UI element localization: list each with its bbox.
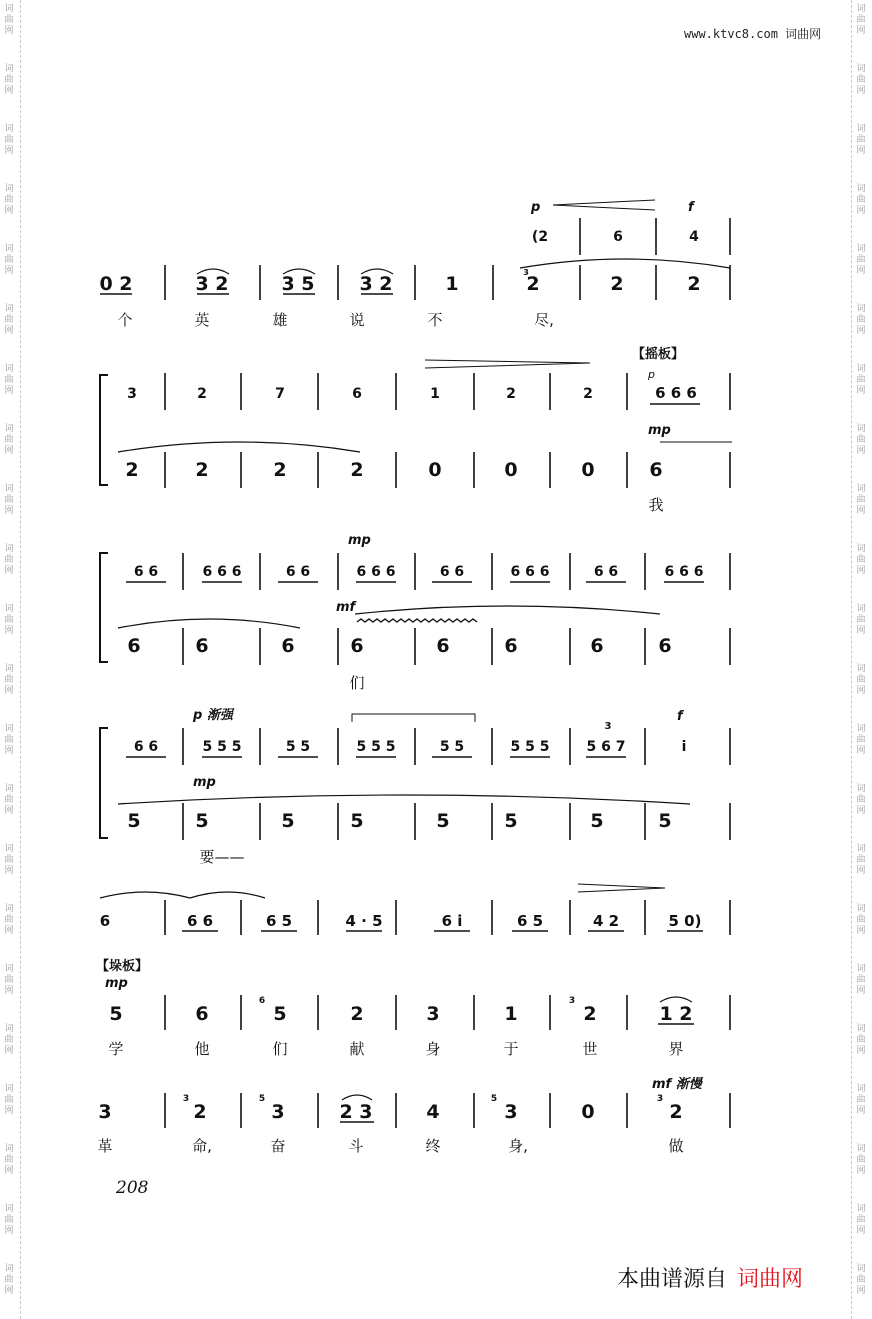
lyric: 们 (272, 1040, 288, 1058)
note-upper: 6 6 (133, 564, 159, 580)
dynamic-mp: mp (648, 423, 671, 438)
note: 3 (271, 1101, 285, 1123)
lyric: 身, (508, 1137, 528, 1155)
watermark-text: 词 曲 网 (4, 124, 14, 156)
watermark-text: 词 曲 网 (856, 364, 866, 396)
dynamic-f: f (677, 709, 683, 724)
note-upper: 6 6 6 (655, 384, 697, 402)
watermark-text: 词 曲 网 (4, 244, 14, 276)
lyric: 身 (425, 1040, 441, 1058)
note: 6 (436, 635, 450, 657)
watermark-text: 词 曲 网 (856, 1024, 866, 1056)
note: 0 (581, 1101, 595, 1123)
dynamic-p: p (648, 368, 655, 381)
note-upper: (2 (531, 229, 549, 245)
watermark-text: 词 曲 网 (856, 964, 866, 996)
note-upper: 6 (613, 229, 623, 245)
lyric: 献 (349, 1040, 365, 1058)
watermark-text: 词 曲 网 (4, 4, 14, 36)
watermark-text: 词 曲 网 (4, 304, 14, 336)
watermark-text: 词 曲 网 (856, 844, 866, 876)
dynamic-mf: mf (336, 600, 356, 615)
slur (190, 892, 265, 898)
note: 4 (426, 1101, 440, 1123)
note: 5 (127, 810, 141, 832)
dynamic-p: p (531, 200, 541, 215)
watermark-text: 词 曲 网 (856, 904, 866, 936)
grace-note: 5 (490, 1094, 498, 1104)
note-upper: 6 6 6 (664, 564, 704, 580)
note: 6 (658, 635, 672, 657)
watermark-text: 词 曲 网 (4, 724, 14, 756)
note: 2 3 (339, 1101, 373, 1123)
lyric: 雄 (272, 311, 288, 329)
note: 5 (281, 810, 295, 832)
watermark-text: 词 曲 网 (856, 184, 866, 216)
note: 3 5 (281, 273, 315, 295)
note-upper: 2 (583, 386, 593, 402)
note: 2 (273, 459, 287, 481)
watermark-text: 词 曲 网 (856, 1084, 866, 1116)
lyric: 说 (349, 311, 365, 329)
note: 2 (669, 1101, 683, 1123)
watermark-text: 词 曲 网 (856, 4, 866, 36)
note: 1 (504, 1003, 518, 1025)
watermark-text: 词 曲 网 (4, 964, 14, 996)
note: 3 2 (359, 273, 393, 295)
dynamic-f: f (688, 200, 694, 215)
lyric: 不 (427, 311, 443, 329)
watermark-text: 词 曲 网 (856, 604, 866, 636)
watermark-text: 词 曲 网 (856, 724, 866, 756)
note: 2 (195, 459, 209, 481)
watermark-text: 词 曲 网 (4, 1024, 14, 1056)
note: 0 (504, 459, 518, 481)
note: 2 (193, 1101, 207, 1123)
note-upper: 5 5 5 (510, 739, 550, 755)
slur (342, 1095, 372, 1100)
lyric: 终 (425, 1137, 441, 1155)
watermark-text: 词 曲 网 (856, 1144, 866, 1176)
dynamic-mf-ritardando: mf 渐慢 (652, 1077, 702, 1092)
lyric: 他 (194, 1040, 210, 1058)
note-upper: 6 6 (593, 564, 619, 580)
note-upper: 6 6 (133, 739, 159, 755)
note: 2 (526, 273, 540, 295)
note: 6 6 (186, 912, 214, 930)
footer-brand: 词曲网 (737, 1267, 804, 1292)
watermark-text: 词 曲 网 (4, 184, 14, 216)
slur (118, 795, 690, 804)
grace-note: 5 (258, 1094, 266, 1104)
source-url-label: 词曲网 (785, 27, 822, 41)
slur (355, 606, 660, 614)
note-upper: 3 (127, 386, 137, 402)
watermark-text: 词 曲 网 (4, 1264, 14, 1296)
note-upper: 5 6 7 (586, 739, 626, 755)
note-upper: 6 6 (439, 564, 465, 580)
note: 6 5 (265, 912, 293, 930)
lyric: 尽, (534, 311, 554, 329)
lyric: 我 (648, 496, 664, 514)
watermark-text: 词 曲 网 (4, 1084, 14, 1116)
lyric: 界 (668, 1040, 684, 1058)
watermark-text: 词 曲 网 (4, 784, 14, 816)
slur (118, 442, 360, 452)
watermark-text: 词 曲 网 (4, 484, 14, 516)
note: 5 (590, 810, 604, 832)
watermark-text: 词 曲 网 (4, 664, 14, 696)
source-url-text: www.ktvc8.com (684, 27, 778, 41)
note: 6 (281, 635, 295, 657)
watermark-text: 词 曲 网 (4, 544, 14, 576)
grace-note: 3 (656, 1094, 664, 1104)
note: 5 (109, 1003, 123, 1025)
watermark-text: 词 曲 网 (4, 604, 14, 636)
note: 5 (273, 1003, 287, 1025)
note: 6 (127, 635, 141, 657)
note: 6 (350, 635, 364, 657)
note: 6 (504, 635, 518, 657)
note: 6 (590, 635, 604, 657)
watermark-text: 词 曲 网 (856, 544, 866, 576)
note: 2 (610, 273, 624, 295)
watermark-text: 词 曲 网 (4, 904, 14, 936)
watermark-text: 词 曲 网 (4, 1144, 14, 1176)
lyric: 们 (349, 674, 365, 692)
note-upper: 2 (197, 386, 207, 402)
dynamic-mp: mp (348, 533, 371, 548)
note: 3 (504, 1101, 518, 1123)
note: 0 2 (99, 273, 133, 295)
lyric: 斗 (348, 1137, 364, 1155)
lyric: 革 (97, 1137, 113, 1155)
note-upper: 6 (352, 386, 362, 402)
note-upper: 6 6 (285, 564, 311, 580)
slur (118, 619, 300, 628)
note: 5 (436, 810, 450, 832)
note: 1 (445, 273, 459, 295)
note: 4 2 (592, 912, 620, 930)
watermark-text: 词 曲 网 (4, 364, 14, 396)
dynamic-mp: mp (193, 775, 216, 790)
section-duoban: 【垛板】 (96, 959, 149, 974)
note: 6 (195, 1003, 209, 1025)
note: 5 (195, 810, 209, 832)
note: 2 (350, 1003, 364, 1025)
watermark-text: 词 曲 网 (856, 304, 866, 336)
page-number: 208 (116, 1178, 149, 1198)
note-upper: 5 5 (439, 739, 465, 755)
note: 6 (649, 459, 663, 481)
note: 6 5 (516, 912, 544, 930)
note-upper: 5 5 (285, 739, 311, 755)
grace-note: 3 (568, 996, 576, 1006)
watermark-text: 词 曲 网 (856, 1264, 866, 1296)
note: 3 (98, 1101, 112, 1123)
lyric: 做 (668, 1137, 684, 1155)
note: 2 (350, 459, 364, 481)
lyric: 命, (192, 1137, 212, 1155)
lyric: 于 (503, 1040, 519, 1058)
note: 2 (583, 1003, 597, 1025)
note-upper: 5 5 5 (202, 739, 242, 755)
note-upper: 2 (506, 386, 516, 402)
note: 0 (581, 459, 595, 481)
note: 2 (125, 459, 139, 481)
note: 3 (426, 1003, 440, 1025)
lyric: 学 (108, 1040, 124, 1058)
watermark-text: 词 曲 网 (856, 784, 866, 816)
note-upper: i (681, 739, 687, 755)
watermark-text: 词 曲 网 (856, 424, 866, 456)
watermark-text: 词 曲 网 (856, 1204, 866, 1236)
note-upper: 5 5 5 (356, 739, 396, 755)
lyric: 要—— (199, 848, 245, 866)
dynamic-mp: mp (105, 976, 128, 991)
watermark-text: 词 曲 网 (4, 64, 14, 96)
watermark-text: 词 曲 网 (4, 844, 14, 876)
watermark-text: 词 曲 网 (856, 664, 866, 696)
tuplet-mark: 3 (604, 721, 612, 732)
dynamic-p-crescendo: p 渐强 (193, 708, 233, 723)
note-upper: 7 (275, 386, 285, 402)
watermark-text: 词 曲 网 (4, 424, 14, 456)
slur (660, 997, 692, 1002)
watermark-text: 词 曲 网 (4, 1204, 14, 1236)
watermark-text: 词 曲 网 (856, 244, 866, 276)
note: 6 (99, 912, 111, 930)
grace-note: 3 (523, 268, 529, 277)
slur (520, 259, 730, 268)
note: 6 i (441, 912, 463, 930)
grace-note: 6 (258, 996, 266, 1006)
note: 5 (504, 810, 518, 832)
watermark-text: 词 曲 网 (856, 124, 866, 156)
slur (100, 892, 190, 898)
footer-text: 本曲谱源自 (617, 1267, 728, 1292)
note-upper: 4 (689, 229, 699, 245)
note: 2 (687, 273, 701, 295)
lyric: 个 (117, 311, 133, 329)
lyric: 英 (194, 311, 210, 329)
grace-note: 3 (182, 1094, 190, 1104)
watermark-text: 词 曲 网 (856, 484, 866, 516)
note-upper: 6 6 6 (202, 564, 242, 580)
note-upper: 1 (430, 386, 440, 402)
note-upper: 6 6 6 (356, 564, 396, 580)
note: 6 (195, 635, 209, 657)
footer-source[interactable] (617, 1262, 803, 1293)
lyric: 奋 (270, 1137, 286, 1155)
note: 5 (658, 810, 672, 832)
note: 3 2 (195, 273, 229, 295)
watermark-text: 词 曲 网 (856, 64, 866, 96)
note-upper: 6 6 6 (510, 564, 550, 580)
section-yaoban: 【摇板】 (632, 347, 685, 362)
note: 5 (350, 810, 364, 832)
note: 4 · 5 (345, 912, 383, 930)
note: 5 0) (668, 912, 702, 930)
note: 0 (428, 459, 442, 481)
lyric: 世 (582, 1040, 598, 1058)
note: 1 2 (659, 1003, 693, 1025)
